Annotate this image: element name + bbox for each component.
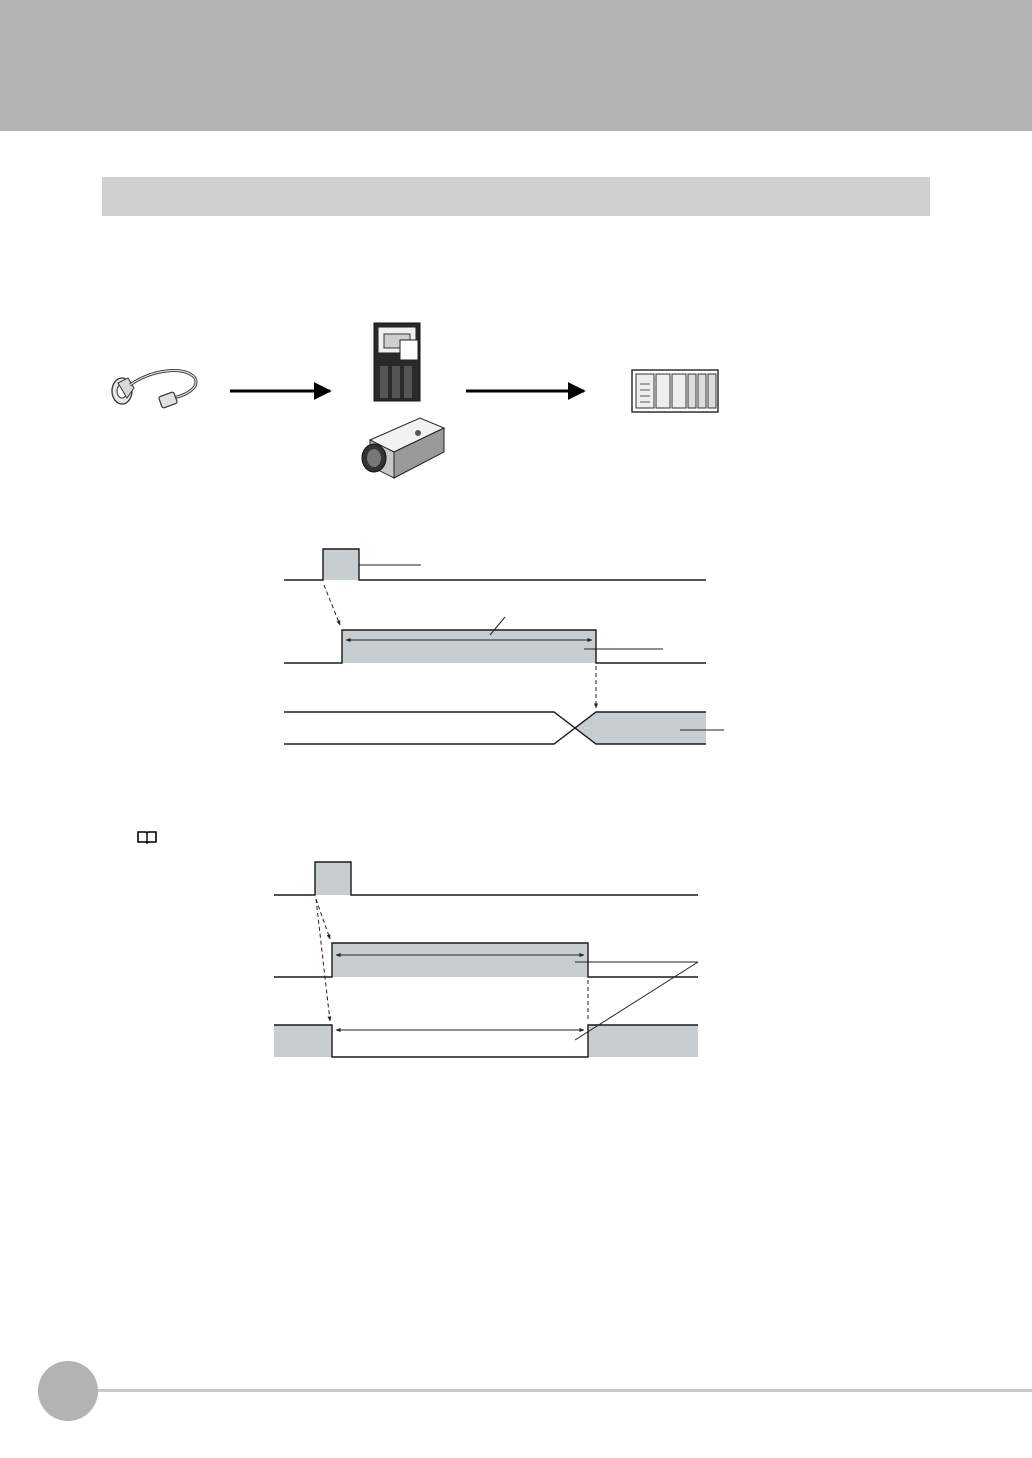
timing-chart-2: [274, 862, 698, 1057]
output-data: [574, 712, 706, 744]
timing-chart-1: [284, 549, 724, 744]
trigger-pulse: [323, 549, 359, 580]
smart-camera-icon: [374, 323, 420, 401]
trigger-pulse-2: [315, 862, 351, 895]
plc-icon: [632, 370, 718, 412]
camera-head-icon: [362, 418, 444, 478]
footer-rule: [98, 1389, 1032, 1392]
processing-period-2: [332, 943, 588, 977]
sensor-icon: [112, 371, 196, 409]
book-icon: [136, 829, 158, 845]
page-number-circle: [38, 1361, 98, 1421]
processing-period: [342, 630, 596, 663]
